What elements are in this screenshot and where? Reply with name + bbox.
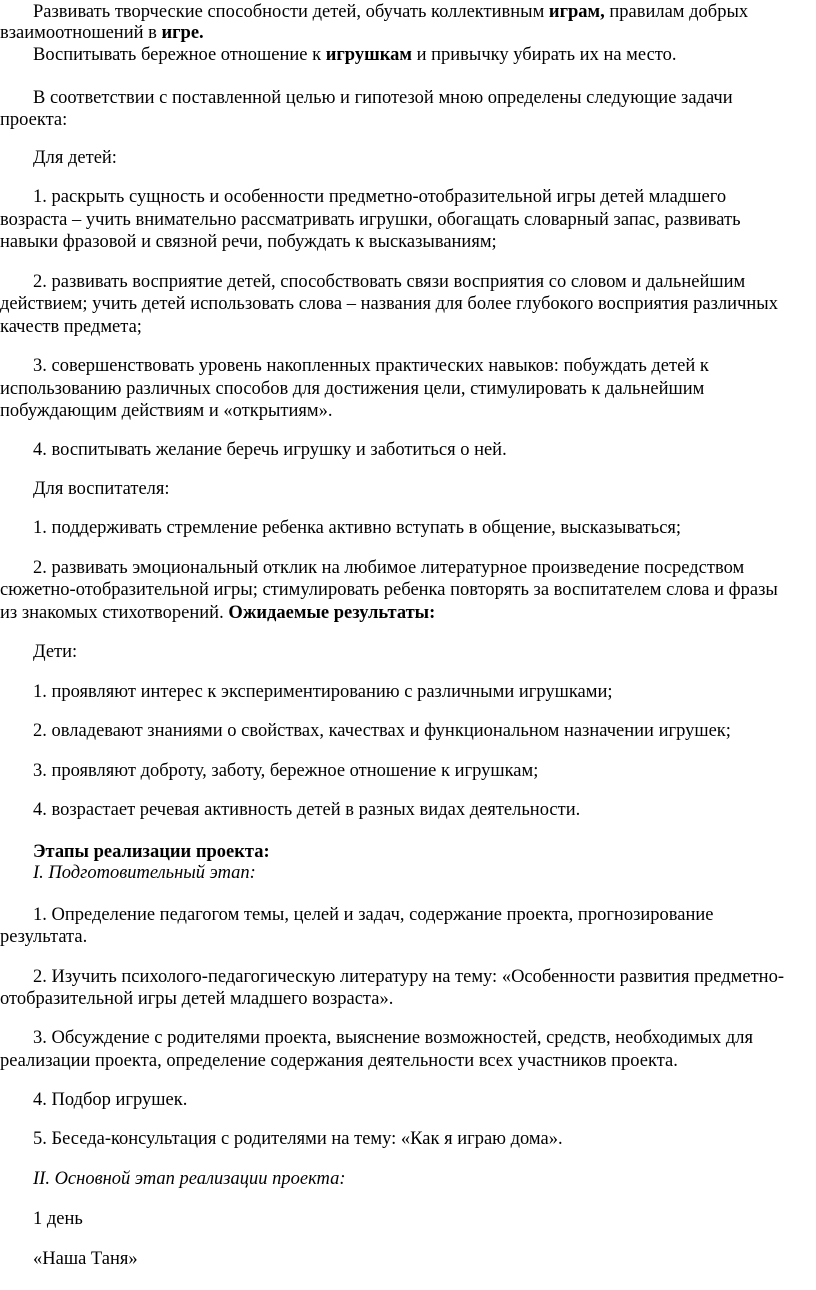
prep-stage-heading: I. Подготовительный этап:	[33, 863, 256, 883]
result-3: 3. проявляют доброту, заботу, бережное отношение к игрушкам;	[33, 761, 539, 781]
teacher-task-2-line1: 2. развивать эмоциональный отклик на любимое литературное произведение посредством	[33, 558, 745, 578]
child-task-3-line1: 3. совершенствовать уровень накопленных практических навыков: побуждать детей к	[33, 356, 709, 376]
expected-results-heading: Ожидаемые результаты:	[228, 603, 436, 623]
child-task-1-line2: возраста – учить внимательно рассматривать игрушки, обогащать словарный запас, развивать	[0, 210, 741, 230]
child-task-3-line2: использованию различных способов для достижения цели, стимулировать к дальнейшим	[0, 379, 705, 399]
intro-p1-line2: взаимоотношений в игре.	[0, 23, 204, 43]
child-task-4: 4. воспитывать желание беречь игрушку и заботиться о ней.	[33, 440, 507, 460]
result-1: 1. проявляют интерес к экспериментированию с различными игрушками;	[33, 682, 613, 702]
day-label: 1 день	[33, 1209, 83, 1229]
child-task-1-line3: навыки фразовой и связной речи, побуждать к высказываниям;	[0, 232, 497, 252]
intro-p1-line1: Развивать творческие способности детей, обучать коллективным играм, правилам добрых	[33, 2, 749, 22]
results-heading: Дети:	[33, 642, 78, 662]
intro-p3-line2: проекта:	[0, 110, 68, 130]
stage-item-1-line1: 1. Определение педагогом темы, целей и задач, содержание проекта, прогнозирование	[33, 905, 714, 925]
child-task-2-line3: качеств предмета;	[0, 317, 142, 337]
child-task-3-line3: побуждающим действиям и «открытиям».	[0, 401, 333, 421]
stage-item-2-line1: 2. Изучить психолого-педагогическую литературу на тему: «Особенности развития предметно-	[33, 967, 784, 987]
stages-heading: Этапы реализации проекта:	[33, 842, 270, 862]
child-task-2-line1: 2. развивать восприятие детей, способствовать связи восприятия со словом и дальнейшим	[33, 272, 746, 292]
main-stage-heading: II. Основной этап реализации проекта:	[33, 1169, 346, 1189]
result-2: 2. овладевают знаниями о свойствах, качествах и функциональном назначении игрушек;	[33, 721, 731, 741]
stage-item-2-line2: отобразительной игры детей младшего возраста».	[0, 989, 394, 1009]
intro-p3-line1: В соответствии с поставленной целью и гипотезой мною определены следующие задачи	[33, 88, 733, 108]
stage-item-1-line2: результата.	[0, 927, 88, 947]
teacher-heading: Для воспитателя:	[33, 479, 170, 499]
teacher-task-2-line3: из знакомых стихотворений. Ожидаемые результаты:	[0, 603, 436, 623]
stage-item-5: 5. Беседа-консультация с родителями на тему: «Как я играю дома».	[33, 1129, 563, 1149]
stage-item-4: 4. Подбор игрушек.	[33, 1090, 188, 1110]
intro-p2: Воспитывать бережное отношение к игрушкам и привычку убирать их на место.	[33, 45, 677, 65]
teacher-task-2-line2: сюжетно-отобразительной игры; стимулировать ребенка повторять за воспитателем слова и фразы	[0, 580, 778, 600]
stage-item-3-line2: реализации проекта, определение содержания деятельности всех участников проекта.	[0, 1051, 678, 1071]
child-task-1-line1: 1. раскрыть сущность и особенности предметно-отобразительной игры детей младшего	[33, 187, 727, 207]
child-task-2-line2: действием; учить детей использовать слова – названия для более глубокого восприятия различных	[0, 294, 778, 314]
result-4: 4. возрастает речевая активность детей в разных видах деятельности.	[33, 800, 581, 820]
teacher-task-1: 1. поддерживать стремление ребенка активно вступать в общение, высказываться;	[33, 518, 682, 538]
stage-item-3-line1: 3. Обсуждение с родителями проекта, выяснение возможностей, средств, необходимых для	[33, 1028, 754, 1048]
children-heading: Для детей:	[33, 148, 117, 168]
day-title: «Наша Таня»	[33, 1249, 138, 1269]
